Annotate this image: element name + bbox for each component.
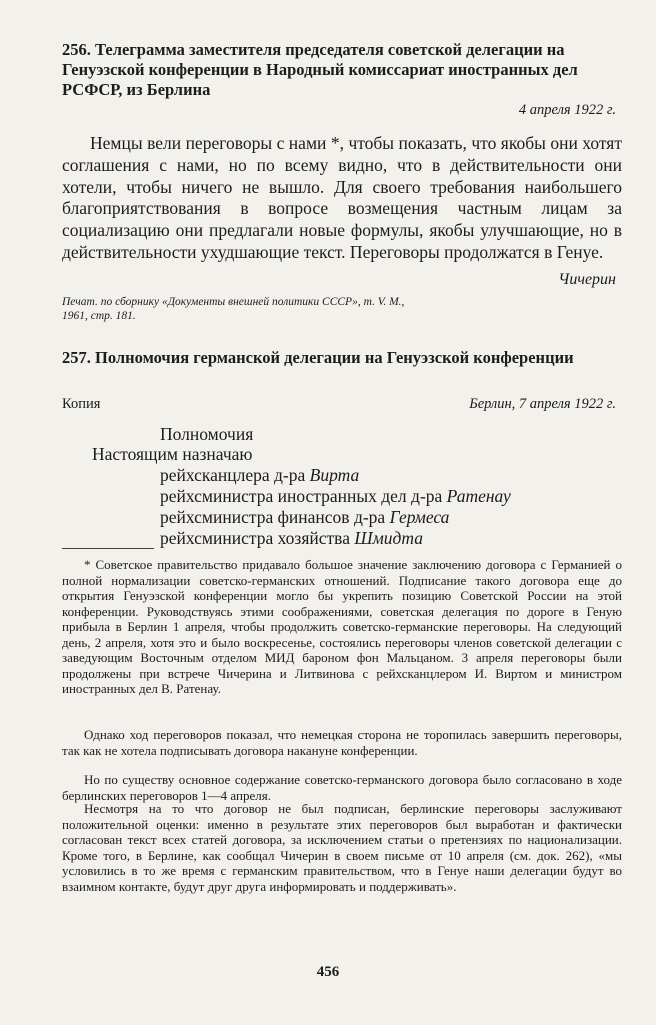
footnote-paragraph: Несмотря на то что договор не был подписан, берлинские переговоры заслуживают положительной оценки: именно в результате этих переговоров был выработан и фактически согласован текст всех статей договора, за исключением статьи о претензиях по национализации. Кроме того, в Берлине, как сообщал Чичерин в своем письме от 10 апреля (см. док. 262), «мы условились в то же время с германским правительством, что в Генуе наши делегации будут во взаимном контакте, будут друг друга информировать и поддерживать». (62, 801, 622, 894)
doc-257-copy-label: Копия (62, 396, 101, 412)
delegate-name: Шмидта (354, 528, 423, 548)
credentials-intro: Настоящим назначаю (92, 444, 253, 464)
delegate-role: рейхсканцлера д-ра (160, 465, 306, 485)
delegate-line (160, 465, 359, 485)
doc-257-place-date: Берлин, 7 апреля 1922 г. (469, 396, 616, 412)
delegate-name: Ратенау (446, 486, 511, 506)
doc-256-paragraph: Немцы вели переговоры с нами *, чтобы показать, что якобы они хотят соглашения с нами, но по всему видно, что в действительности они хотели, чтобы ничего не вышло. Для своего требования наибольшего благоприятствования в вопросе возмещения частным лицам за социализацию они предлагали новые формулы, якобы улучшающие, но в действительности ухудшающие текст. Переговоры продолжатся в Генуе. (62, 133, 622, 262)
delegate-name: Вирта (309, 465, 360, 485)
page-number: 456 (316, 964, 340, 980)
footnote-paragraph: * Советское правительство придавало большое значение заключению договора с Германией о полной нормализации советско-германских отношений. Подписание такого договора еще до открытия Генуэзской конференции могло бы укрепить позицию Советской России на этой конференции. Руководствуясь этими соображениями, советская делегация по дороге в Геную прибыла в Берлин 1 апреля, чтобы продолжить советско-германские переговоры. На следующий день, 2 апреля, хотя это и было воскресенье, состоялись переговоры членов советской делегации с заведующим Восточным отделом МИД бароном фон Мальцаном. 3 апреля переговоры были продолжены при встрече Чичерина и Литвинова с рейхсканцлером И. Виртом и министром иностранных дел В. Ратенау. (62, 557, 622, 696)
delegate-role: рейхсминистра финансов д-ра (160, 507, 386, 527)
delegate-line (160, 528, 423, 548)
delegate-role: рейхсминистра иностранных дел д-ра (160, 486, 443, 506)
credentials-title: Полномочия (160, 424, 254, 444)
delegate-line (160, 486, 511, 506)
delegate-name: Гермеса (389, 507, 450, 527)
doc-256-heading: 256. Телеграмма заместителя председателя советской делегации на Генуэзской конференции в Народный комиссариат иностранных дел РСФСР, из Берлина (62, 40, 578, 99)
doc-256-date: 4 апреля 1922 г. (518, 102, 616, 118)
footnote-paragraph: Однако ход переговоров показал, что немецкая сторона не торопилась завершить переговоры, так как не хотела подписывать договора накануне конференции. (62, 727, 622, 758)
footnote-divider (62, 548, 154, 549)
delegate-role: рейхсминистра хозяйства (160, 528, 350, 548)
delegate-line (160, 507, 449, 527)
doc-257-heading: 257. Полномочия германской делегации на Генуэзской конференции (62, 348, 574, 367)
doc-256-signature: Чичерин (558, 271, 616, 288)
doc-256-source: Печат. по сборнику «Документы внешней политики СССР», т. V. М., 1961, стр. 181. (62, 296, 405, 322)
footnote-paragraph: Но по существу основное содержание советско-германского договора было согласовано в ходе берлинских переговоров 1—4 апреля. (62, 772, 622, 803)
